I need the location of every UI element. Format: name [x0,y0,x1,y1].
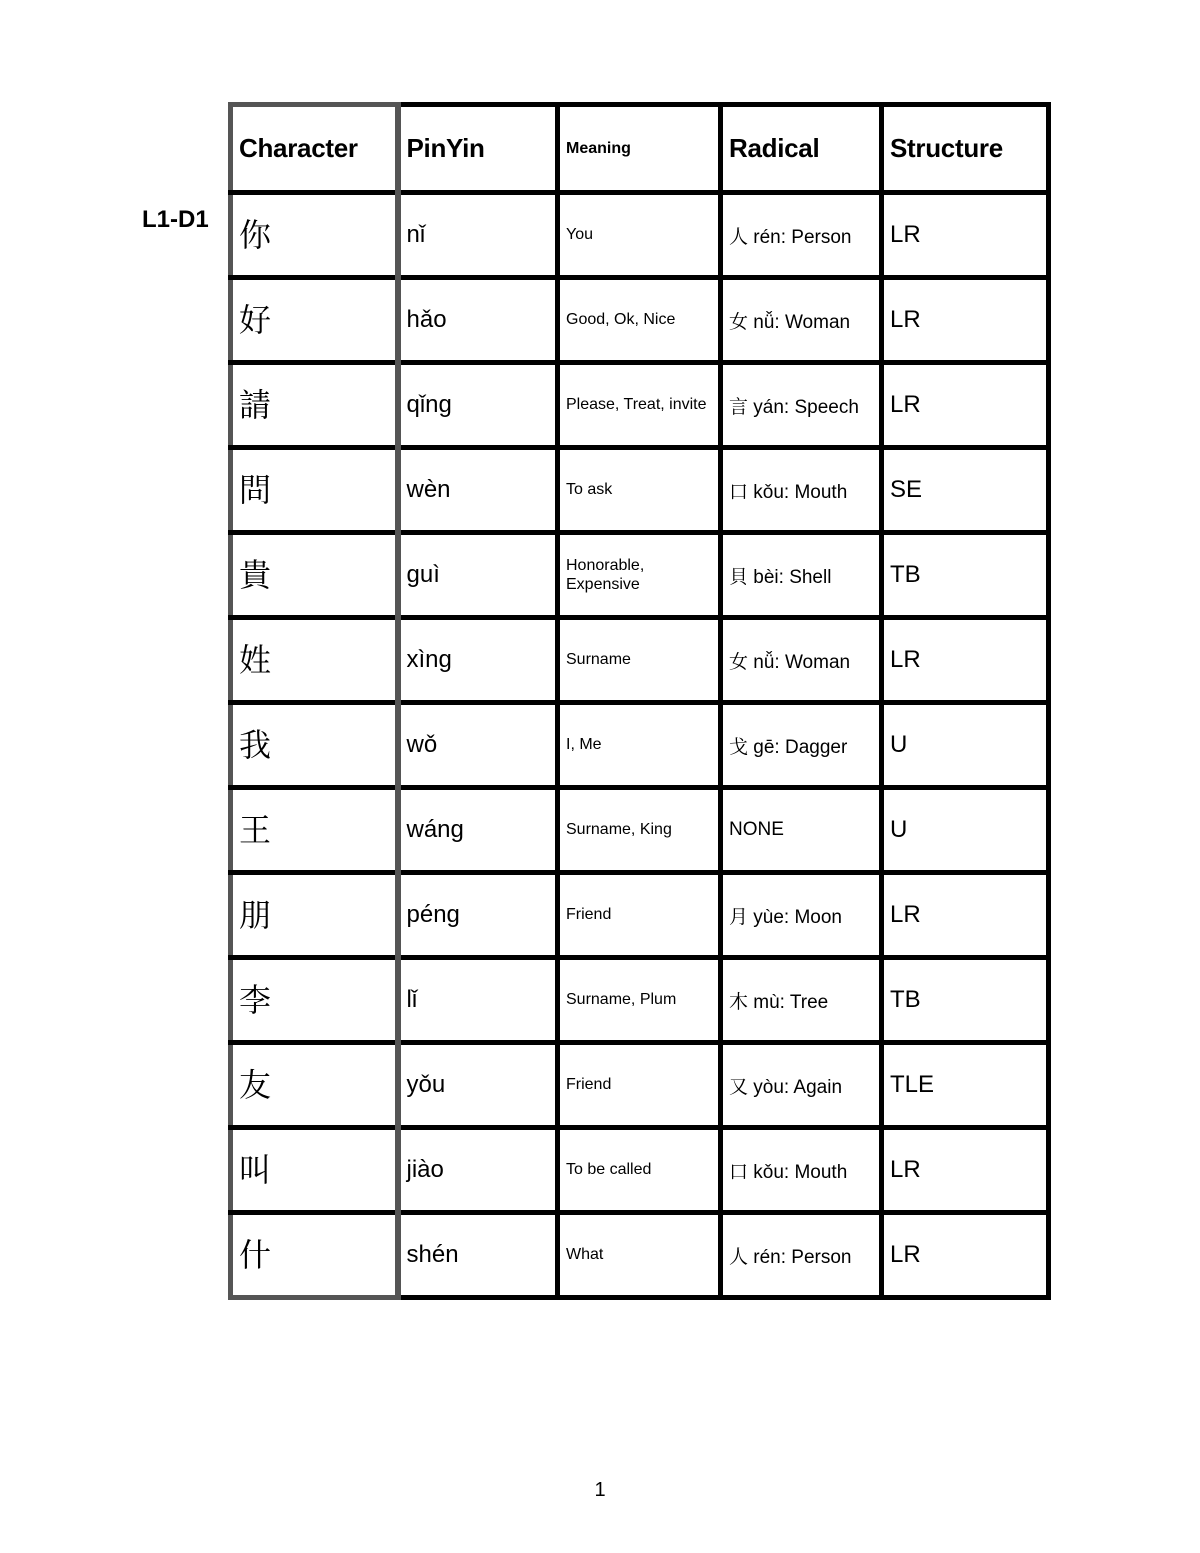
cell-radical: 貝 bèi: Shell [721,533,882,618]
cell-radical: 人 rén: Person [721,193,882,278]
table-row [231,533,1049,618]
cell-character: 友 [231,1043,398,1128]
table-row [231,278,1049,363]
cell-structure: TLE [882,1043,1049,1128]
cell-radical: NONE [721,788,882,873]
cell-meaning: To be called [558,1128,721,1213]
cell-radical: 又 yòu: Again [721,1043,882,1128]
cell-pinyin: nǐ [398,193,558,278]
cell-character: 我 [231,703,398,788]
cell-structure: LR [882,278,1049,363]
cell-meaning: Surname, Plum [558,958,721,1043]
table-row [231,448,1049,533]
cell-pinyin: guì [398,533,558,618]
cell-pinyin: jiào [398,1128,558,1213]
header-meaning: Meaning [558,105,721,193]
cell-radical: 月 yùe: Moon [721,873,882,958]
cell-meaning: Please, Treat, invite [558,363,721,448]
cell-structure: TB [882,533,1049,618]
cell-pinyin: wáng [398,788,558,873]
cell-meaning: You [558,193,721,278]
vocabulary-table-body [231,105,1049,1298]
cell-radical: 言 yán: Speech [721,363,882,448]
cell-character: 叫 [231,1128,398,1213]
cell-meaning: To ask [558,448,721,533]
cell-radical: 女 nǚ: Woman [721,618,882,703]
table-row [231,958,1049,1043]
cell-character: 你 [231,193,398,278]
cell-character: 李 [231,958,398,1043]
cell-structure: LR [882,873,1049,958]
cell-radical: 木 mù: Tree [721,958,882,1043]
cell-radical: 口 kǒu: Mouth [721,448,882,533]
cell-meaning: Friend [558,873,721,958]
cell-character: 貴 [231,533,398,618]
cell-character: 什 [231,1213,398,1298]
cell-pinyin: yǒu [398,1043,558,1128]
cell-structure: U [882,788,1049,873]
header-character: Character [231,105,398,193]
cell-meaning: Surname, King [558,788,721,873]
cell-meaning: Honorable, Expensive [558,533,721,618]
cell-radical: 女 nǚ: Woman [721,278,882,363]
cell-pinyin: lǐ [398,958,558,1043]
table-row [231,193,1049,278]
table-header-row [231,105,1049,193]
cell-pinyin: xìng [398,618,558,703]
cell-radical: 戈 gē: Dagger [721,703,882,788]
cell-meaning: Friend [558,1043,721,1128]
cell-structure: LR [882,1213,1049,1298]
cell-meaning: I, Me [558,703,721,788]
cell-character: 朋 [231,873,398,958]
cell-character: 姓 [231,618,398,703]
table-row [231,788,1049,873]
cell-structure: LR [882,618,1049,703]
table-row [231,1213,1049,1298]
cell-radical: 人 rén: Person [721,1213,882,1298]
page-number: 1 [594,1479,606,1501]
cell-pinyin: wǒ [398,703,558,788]
cell-structure: TB [882,958,1049,1043]
vocabulary-table [228,102,1051,1300]
cell-character: 問 [231,448,398,533]
cell-pinyin: shén [398,1213,558,1298]
cell-meaning: Surname [558,618,721,703]
lesson-label: L1-D1 [142,206,209,233]
cell-structure: LR [882,363,1049,448]
table-row [231,873,1049,958]
table-row [231,703,1049,788]
cell-structure: LR [882,193,1049,278]
cell-character: 請 [231,363,398,448]
cell-pinyin: qǐng [398,363,558,448]
cell-meaning: Good, Ok, Nice [558,278,721,363]
header-structure: Structure [882,105,1049,193]
cell-character: 王 [231,788,398,873]
table-row [231,618,1049,703]
cell-meaning: What [558,1213,721,1298]
cell-pinyin: péng [398,873,558,958]
cell-character: 好 [231,278,398,363]
header-pinyin: PinYin [398,105,558,193]
cell-pinyin: hǎo [398,278,558,363]
cell-structure: U [882,703,1049,788]
cell-radical: 口 kǒu: Mouth [721,1128,882,1213]
header-radical: Radical [721,105,882,193]
cell-pinyin: wèn [398,448,558,533]
cell-structure: LR [882,1128,1049,1213]
table-row [231,1043,1049,1128]
cell-structure: SE [882,448,1049,533]
table-row [231,363,1049,448]
table-row [231,1128,1049,1213]
